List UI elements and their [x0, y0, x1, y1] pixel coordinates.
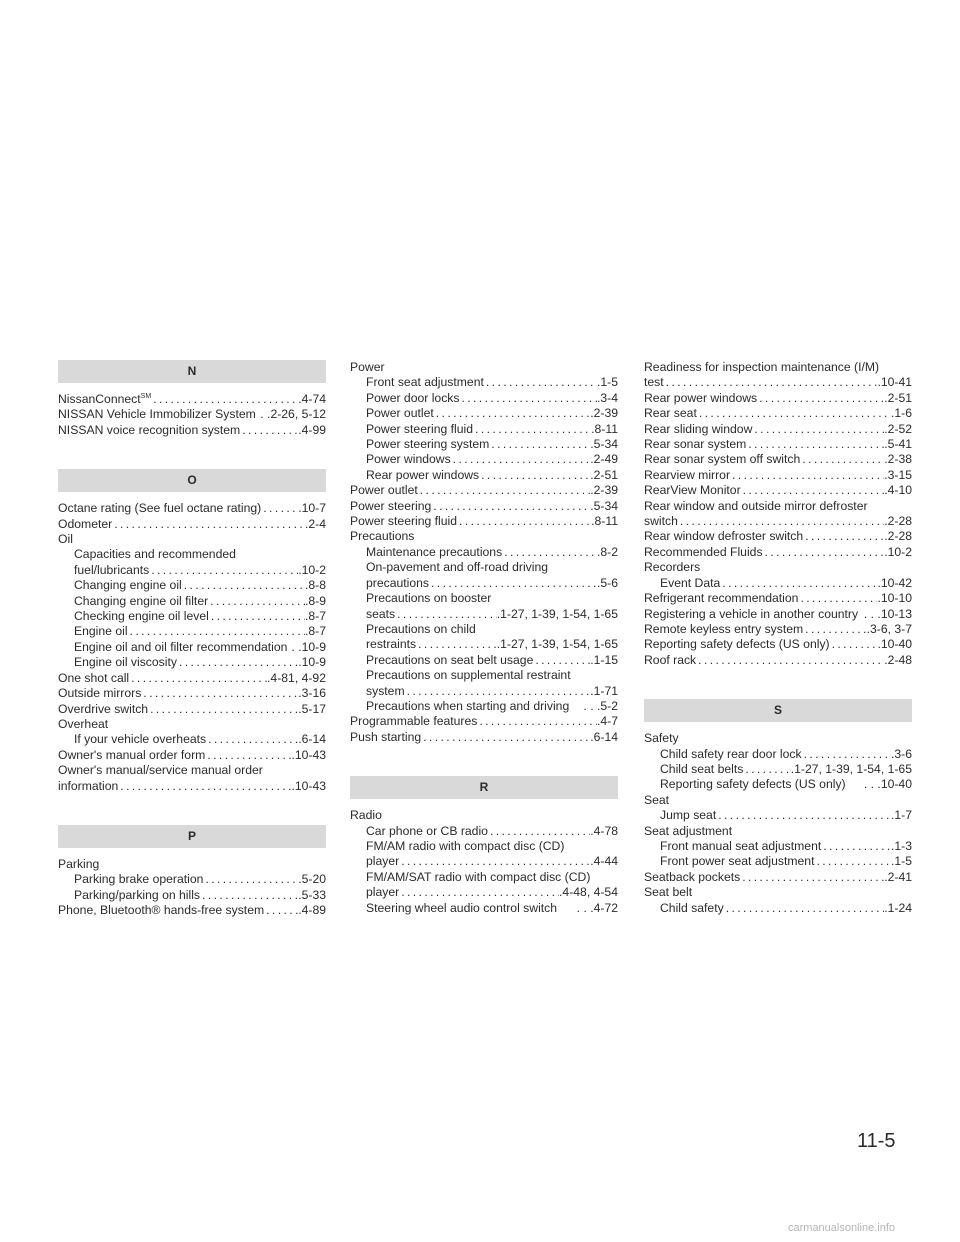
index-entry[interactable]: Rear power windows ..... .2-51: [350, 468, 618, 483]
index-entry[interactable]: Refrigerant recommendation ..... .10-10: [644, 591, 912, 606]
index-entry[interactable]: NISSAN Vehicle Immobilizer System . .2-26, 5-12: [58, 407, 326, 422]
index-group-label: Precautions: [350, 529, 415, 544]
section-header-r: R: [350, 776, 618, 799]
index-entry[interactable]: player ..... .4-44: [350, 854, 618, 869]
index-group-label: Seat belt: [644, 885, 693, 900]
index-entry[interactable]: NISSAN voice recognition system ..... .4-99: [58, 423, 326, 438]
index-entry[interactable]: Child safety ..... .1-24: [644, 901, 912, 916]
index-entry[interactable]: Precautions when starting and driving . . .5-2: [366, 698, 618, 713]
index-entry-line: On-pavement and off-road driving: [366, 560, 549, 575]
index-group-label: Overheat: [58, 716, 109, 731]
index-entry[interactable]: Changing engine oil filter ..... .8-9: [58, 594, 326, 609]
index-entry[interactable]: Owner's manual order form ..... .10-43: [58, 748, 326, 763]
index-group-label: Oil: [58, 532, 73, 547]
index-entry[interactable]: Power steering system ..... .5-34: [350, 437, 618, 452]
index-entry[interactable]: One shot call ..... .4-81, 4-92: [58, 671, 326, 686]
index-entry[interactable]: switch ..... .2-28: [644, 514, 912, 529]
index-column-3: [644, 360, 912, 916]
index-entry[interactable]: Front power seat adjustment ..... .1-5: [644, 854, 912, 869]
index-entry[interactable]: precautions ..... .5-6: [350, 576, 618, 591]
index-entry[interactable]: Maintenance precautions ..... .8-2: [350, 545, 618, 560]
index-entry[interactable]: Seatback pockets ..... .2-41: [644, 870, 912, 885]
index-entry[interactable]: Outside mirrors ..... .3-16: [58, 686, 326, 701]
index-entry[interactable]: Power steering fluid ..... .8-11: [350, 422, 618, 437]
index-entry[interactable]: Power windows ..... .2-49: [350, 452, 618, 467]
index-entry[interactable]: Reporting safety defects (US only) ..... .10-40: [644, 637, 912, 652]
index-entry-line: FM/AM/SAT radio with compact disc (CD): [366, 869, 591, 884]
index-entry[interactable]: If your vehicle overheats ..... .6-14: [58, 732, 326, 747]
index-entry[interactable]: Child seat belts ..... .1-27, 1-39, 1-54, 1-65: [644, 762, 912, 777]
index-entry[interactable]: test ..... .10-41: [644, 375, 912, 390]
index-entry[interactable]: Programmable features ..... .4-7: [350, 714, 618, 729]
section-header-n: N: [58, 360, 326, 383]
index-entry[interactable]: Steering wheel audio control switch . . .4-72: [366, 900, 618, 915]
watermark: carmanualsonline.info: [788, 1222, 896, 1234]
index-entry-line: Precautions on child: [366, 621, 476, 636]
index-entry[interactable]: Recommended Fluids ..... .10-2: [644, 545, 912, 560]
index-entry[interactable]: Registering a vehicle in another country . . .10-13: [644, 606, 912, 621]
index-entry[interactable]: Remote keyless entry system ..... .3-6, 3-7: [644, 622, 912, 637]
index-entry[interactable]: Jump seat ..... .1-7: [644, 808, 912, 823]
section-header-p: P: [58, 825, 326, 848]
index-entry[interactable]: Rear sonar system ..... .5-41: [644, 437, 912, 452]
section-header-s: S: [644, 699, 912, 722]
index-column-2: [350, 360, 618, 916]
index-entry[interactable]: Overdrive switch ..... .5-17: [58, 702, 326, 717]
index-entry[interactable]: Phone, Bluetooth® hands-free system ..... .4-89: [58, 903, 326, 918]
index-entry[interactable]: Roof rack ..... .2-48: [644, 653, 912, 668]
index-entry-line: Capacities and recommended: [74, 547, 236, 562]
index-entry[interactable]: Power door locks ..... .3-4: [350, 391, 618, 406]
index-group-label: Radio: [350, 808, 382, 823]
index-entry[interactable]: Rear power windows ..... .2-51: [644, 391, 912, 406]
index-entry[interactable]: Front manual seat adjustment ..... .1-3: [644, 839, 912, 854]
index-group-label: Power: [350, 360, 385, 374]
index-entry[interactable]: Reporting safety defects (US only) . . .10-40: [660, 777, 912, 792]
section-header-o: O: [58, 469, 326, 492]
index-entry[interactable]: Odometer ..... .2-4: [58, 517, 326, 532]
index-entry[interactable]: Parking/parking on hills ..... .5-33: [58, 888, 326, 903]
index-entry[interactable]: Parking brake operation ..... .5-20: [58, 872, 326, 887]
index-entry[interactable]: Front seat adjustment ..... .1-5: [350, 375, 618, 390]
index-entry-line: Precautions on booster: [366, 591, 492, 606]
index-entry[interactable]: Power outlet ..... .2-39: [350, 406, 618, 421]
index-group-label: Parking: [58, 856, 100, 871]
index-entry[interactable]: player ..... .4-48, 4-54: [350, 885, 618, 900]
index-entry[interactable]: NissanConnect℠ ..... .4-74: [58, 392, 326, 407]
index-entry-line: Rear window and outside mirror defroster: [644, 498, 868, 513]
index-entry[interactable]: Rearview mirror ..... .3-15: [644, 468, 912, 483]
index-entry[interactable]: Engine oil viscosity ..... .10-9: [58, 655, 326, 670]
index-entry-line: Owner's manual/service manual order: [58, 763, 263, 778]
index-entry[interactable]: Car phone or CB radio ..... .4-78: [350, 824, 618, 839]
index-entry[interactable]: Push starting ..... .6-14: [350, 730, 618, 745]
index-entry[interactable]: restraints ..... .1-27, 1-39, 1-54, 1-65: [350, 637, 618, 652]
index-entry[interactable]: fuel/lubricants ..... .10-2: [58, 563, 326, 578]
index-entry[interactable]: Power steering fluid ..... .8-11: [350, 514, 618, 529]
index-entry[interactable]: Rear window defroster switch ..... .2-28: [644, 529, 912, 544]
index-entry[interactable]: seats ..... .1-27, 1-39, 1-54, 1-65: [350, 607, 618, 622]
index-entry[interactable]: Engine oil ..... .8-7: [58, 624, 326, 639]
index-entry[interactable]: Child safety rear door lock ..... .3-6: [644, 747, 912, 762]
index-entry[interactable]: Power outlet ..... .2-39: [350, 483, 618, 498]
index-entry[interactable]: Rear sonar system off switch ..... .2-38: [644, 452, 912, 467]
index-column-1: [58, 360, 326, 919]
index-entry[interactable]: Rear sliding window ..... .2-52: [644, 422, 912, 437]
index-entry[interactable]: Octane rating (See fuel octane rating) ..... .10-7: [58, 501, 326, 516]
index-entry[interactable]: Engine oil and oil filter recommendation . .10-9: [74, 639, 326, 654]
index-entry[interactable]: Precautions on seat belt usage ..... .1-15: [350, 653, 618, 668]
index-entry[interactable]: Power steering ..... .5-34: [350, 499, 618, 514]
index-entry-line: FM/AM radio with compact disc (CD): [366, 838, 565, 853]
index-entry[interactable]: Changing engine oil ..... .8-8: [58, 578, 326, 593]
index-entry-line: Precautions on supplemental restraint: [366, 668, 571, 683]
index-group-label: Safety: [644, 731, 679, 746]
index-entry-line: Readiness for inspection maintenance (I/M): [644, 360, 880, 374]
index-entry[interactable]: Checking engine oil level ..... .8-7: [58, 609, 326, 624]
index-entry[interactable]: RearView Monitor ..... .4-10: [644, 483, 912, 498]
index-group-label: Seat adjustment: [644, 823, 733, 838]
index-entry[interactable]: information ..... .10-43: [58, 779, 326, 794]
index-entry[interactable]: Rear seat ..... .1-6: [644, 406, 912, 421]
index-entry[interactable]: system ..... .1-71: [350, 684, 618, 699]
index-group-label: Recorders: [644, 560, 701, 575]
index-group-label: Seat: [644, 792, 670, 807]
index-entry[interactable]: Event Data ..... .10-42: [644, 576, 912, 591]
page-number: 11-5: [857, 1130, 896, 1152]
